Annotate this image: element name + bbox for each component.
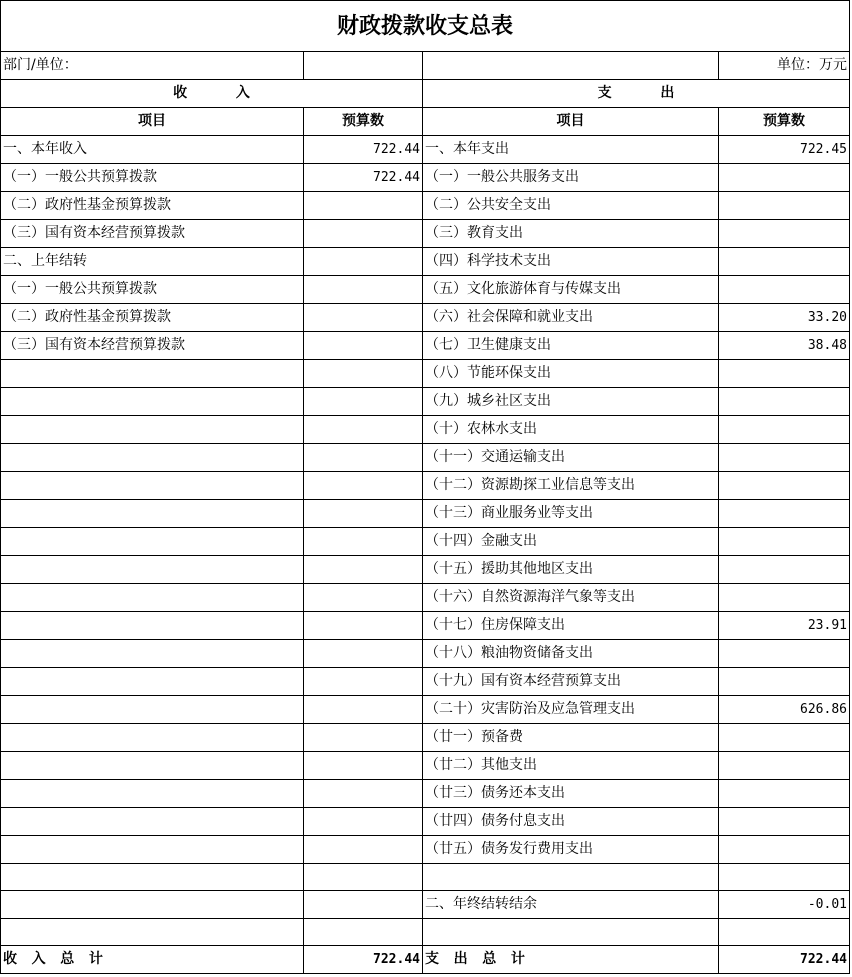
income-item-cell bbox=[1, 780, 304, 808]
expense-budget-cell bbox=[719, 360, 850, 388]
expense-item-cell: （八）节能环保支出 bbox=[423, 360, 719, 388]
expense-item-cell bbox=[423, 864, 719, 891]
income-section-header bbox=[1, 80, 423, 108]
income-budget-cell bbox=[304, 472, 423, 500]
expense-budget-cell bbox=[719, 164, 850, 192]
table-row bbox=[1, 919, 850, 946]
income-budget-cell: 722.44 bbox=[304, 164, 423, 192]
expense-budget-cell bbox=[719, 416, 850, 444]
expense-item-cell: （廿三）债务还本支出 bbox=[423, 780, 719, 808]
expense-budget-cell bbox=[719, 220, 850, 248]
expense-budget-cell bbox=[719, 864, 850, 891]
table-row bbox=[1, 864, 850, 891]
table-row bbox=[1, 668, 850, 696]
expense-budget-cell: 38.48 bbox=[719, 332, 850, 360]
table-row bbox=[1, 612, 850, 640]
expense-item-cell: （十五）援助其他地区支出 bbox=[423, 556, 719, 584]
expense-item-cell: （四）科学技术支出 bbox=[423, 248, 719, 276]
expense-budget-cell: 33.20 bbox=[719, 304, 850, 332]
income-item-cell bbox=[1, 724, 304, 752]
table-row bbox=[1, 220, 850, 248]
income-total-label: 收 入 总 计 bbox=[1, 946, 304, 974]
income-item-cell bbox=[1, 444, 304, 472]
income-item-cell: （二）政府性基金预算拨款 bbox=[1, 304, 304, 332]
expense-item-cell: （廿二）其他支出 bbox=[423, 752, 719, 780]
table-row bbox=[1, 136, 850, 164]
income-budget-cell bbox=[304, 388, 423, 416]
expense-item-cell bbox=[423, 919, 719, 946]
table-row bbox=[1, 248, 850, 276]
income-budget-cell bbox=[304, 276, 423, 304]
table-row bbox=[1, 304, 850, 332]
expense-item-header: 项目 bbox=[423, 108, 719, 136]
expense-item-cell: （十）农林水支出 bbox=[423, 416, 719, 444]
expense-item-cell: （廿一）预备费 bbox=[423, 724, 719, 752]
expense-budget-cell bbox=[719, 808, 850, 836]
expense-item-cell: （三）教育支出 bbox=[423, 220, 719, 248]
income-item-cell: （三）国有资本经营预算拨款 bbox=[1, 332, 304, 360]
income-item-cell bbox=[1, 919, 304, 946]
expense-budget-cell bbox=[719, 556, 850, 584]
expense-item-cell: （十七）住房保障支出 bbox=[423, 612, 719, 640]
income-budget-cell bbox=[304, 500, 423, 528]
table-row bbox=[1, 752, 850, 780]
income-budget-cell bbox=[304, 640, 423, 668]
income-budget-cell bbox=[304, 836, 423, 864]
income-item-cell bbox=[1, 388, 304, 416]
table-row bbox=[1, 640, 850, 668]
expense-item-cell: （一）一般公共服务支出 bbox=[423, 164, 719, 192]
table-row bbox=[1, 164, 850, 192]
income-item-header: 项目 bbox=[1, 108, 304, 136]
income-budget-cell bbox=[304, 304, 423, 332]
expense-budget-cell bbox=[719, 528, 850, 556]
income-budget-cell bbox=[304, 220, 423, 248]
expense-item-cell: （十四）金融支出 bbox=[423, 528, 719, 556]
expense-item-cell: （十一）交通运输支出 bbox=[423, 444, 719, 472]
income-item-cell bbox=[1, 836, 304, 864]
expense-total-value: 722.44 bbox=[719, 946, 850, 974]
expense-budget-cell bbox=[719, 276, 850, 304]
income-budget-cell bbox=[304, 724, 423, 752]
income-budget-cell bbox=[304, 612, 423, 640]
expense-item-cell: （廿四）债务付息支出 bbox=[423, 808, 719, 836]
income-budget-cell bbox=[304, 192, 423, 220]
expense-total-label: 支 出 总 计 bbox=[423, 946, 719, 974]
income-item-cell bbox=[1, 752, 304, 780]
expense-budget-cell: 23.91 bbox=[719, 612, 850, 640]
income-budget-cell bbox=[304, 919, 423, 946]
income-item-cell bbox=[1, 640, 304, 668]
expense-item-cell: （二十）灾害防治及应急管理支出 bbox=[423, 696, 719, 724]
department-label: 部门/单位： bbox=[1, 52, 304, 80]
income-budget-cell bbox=[304, 584, 423, 612]
table-row bbox=[1, 556, 850, 584]
department-value bbox=[304, 52, 423, 80]
total-row bbox=[1, 946, 850, 974]
table-row bbox=[1, 276, 850, 304]
income-budget-cell bbox=[304, 332, 423, 360]
income-item-cell: 一、本年收入 bbox=[1, 136, 304, 164]
income-item-cell bbox=[1, 556, 304, 584]
expense-budget-header: 预算数 bbox=[719, 108, 850, 136]
table-row bbox=[1, 696, 850, 724]
expense-item-cell: （十九）国有资本经营预算支出 bbox=[423, 668, 719, 696]
income-item-cell: （三）国有资本经营预算拨款 bbox=[1, 220, 304, 248]
income-item-cell bbox=[1, 584, 304, 612]
income-total-value: 722.44 bbox=[304, 946, 423, 974]
expense-budget-cell bbox=[719, 780, 850, 808]
expense-item-cell: （十三）商业服务业等支出 bbox=[423, 500, 719, 528]
income-item-cell bbox=[1, 808, 304, 836]
income-item-cell: （一）一般公共预算拨款 bbox=[1, 164, 304, 192]
table-row bbox=[1, 388, 850, 416]
table-row bbox=[1, 891, 850, 919]
income-item-cell bbox=[1, 360, 304, 388]
income-budget-cell bbox=[304, 248, 423, 276]
expense-budget-cell: 626.86 bbox=[719, 696, 850, 724]
income-item-cell bbox=[1, 612, 304, 640]
expense-section-header bbox=[423, 80, 850, 108]
income-budget-cell bbox=[304, 864, 423, 891]
income-budget-cell bbox=[304, 808, 423, 836]
expense-item-cell: （十六）自然资源海洋气象等支出 bbox=[423, 584, 719, 612]
income-item-cell bbox=[1, 668, 304, 696]
table-row bbox=[1, 500, 850, 528]
expense-section-label: 支 出 bbox=[597, 85, 675, 101]
income-item-cell bbox=[1, 416, 304, 444]
income-item-cell bbox=[1, 528, 304, 556]
expense-budget-cell bbox=[719, 500, 850, 528]
income-item-cell bbox=[1, 472, 304, 500]
expense-budget-cell bbox=[719, 388, 850, 416]
income-item-cell: 二、上年结转 bbox=[1, 248, 304, 276]
income-section-label: 收 入 bbox=[173, 85, 250, 101]
expense-budget-cell bbox=[719, 584, 850, 612]
income-item-cell: （二）政府性基金预算拨款 bbox=[1, 192, 304, 220]
expense-budget-cell bbox=[719, 472, 850, 500]
table-row bbox=[1, 444, 850, 472]
table-row bbox=[1, 724, 850, 752]
income-budget-cell bbox=[304, 556, 423, 584]
income-budget-cell bbox=[304, 752, 423, 780]
table-row bbox=[1, 780, 850, 808]
income-item-cell: （一）一般公共预算拨款 bbox=[1, 276, 304, 304]
expense-budget-cell bbox=[719, 919, 850, 946]
income-budget-cell bbox=[304, 668, 423, 696]
income-budget-header: 预算数 bbox=[304, 108, 423, 136]
table-row bbox=[1, 836, 850, 864]
expense-budget-cell bbox=[719, 248, 850, 276]
expense-budget-cell bbox=[719, 668, 850, 696]
expense-item-cell: （五）文化旅游体育与传媒支出 bbox=[423, 276, 719, 304]
income-budget-cell bbox=[304, 444, 423, 472]
expense-budget-cell bbox=[719, 836, 850, 864]
income-budget-cell bbox=[304, 360, 423, 388]
table-row bbox=[1, 528, 850, 556]
expense-item-cell: 二、年终结转结余 bbox=[423, 891, 719, 919]
income-item-cell bbox=[1, 500, 304, 528]
expense-item-cell: （七）卫生健康支出 bbox=[423, 332, 719, 360]
income-item-cell bbox=[1, 864, 304, 891]
table-row bbox=[1, 808, 850, 836]
table-row bbox=[1, 472, 850, 500]
income-budget-cell bbox=[304, 780, 423, 808]
table-row bbox=[1, 192, 850, 220]
expense-budget-cell bbox=[719, 640, 850, 668]
expense-item-cell: （九）城乡社区支出 bbox=[423, 388, 719, 416]
expense-budget-cell bbox=[719, 444, 850, 472]
expense-item-cell: （六）社会保障和就业支出 bbox=[423, 304, 719, 332]
income-budget-cell bbox=[304, 696, 423, 724]
income-budget-cell bbox=[304, 891, 423, 919]
table-row bbox=[1, 584, 850, 612]
expense-item-cell: （二）公共安全支出 bbox=[423, 192, 719, 220]
income-budget-cell: 722.44 bbox=[304, 136, 423, 164]
income-item-cell bbox=[1, 696, 304, 724]
expense-item-cell: 一、本年支出 bbox=[423, 136, 719, 164]
table-row bbox=[1, 332, 850, 360]
table-title: 财政拨款收支总表 bbox=[1, 1, 850, 52]
expense-budget-cell bbox=[719, 752, 850, 780]
income-budget-cell bbox=[304, 416, 423, 444]
expense-budget-cell bbox=[719, 192, 850, 220]
expense-item-cell: （十八）粮油物资储备支出 bbox=[423, 640, 719, 668]
expense-item-cell: （廿五）债务发行费用支出 bbox=[423, 836, 719, 864]
income-item-cell bbox=[1, 891, 304, 919]
expense-item-cell: （十二）资源勘探工业信息等支出 bbox=[423, 472, 719, 500]
income-budget-cell bbox=[304, 528, 423, 556]
expense-budget-cell: -0.01 bbox=[719, 891, 850, 919]
blank-cell bbox=[423, 52, 719, 80]
unit-label: 单位：万元 bbox=[719, 52, 850, 80]
table-row bbox=[1, 360, 850, 388]
expense-budget-cell bbox=[719, 724, 850, 752]
expense-budget-cell: 722.45 bbox=[719, 136, 850, 164]
table-row bbox=[1, 416, 850, 444]
